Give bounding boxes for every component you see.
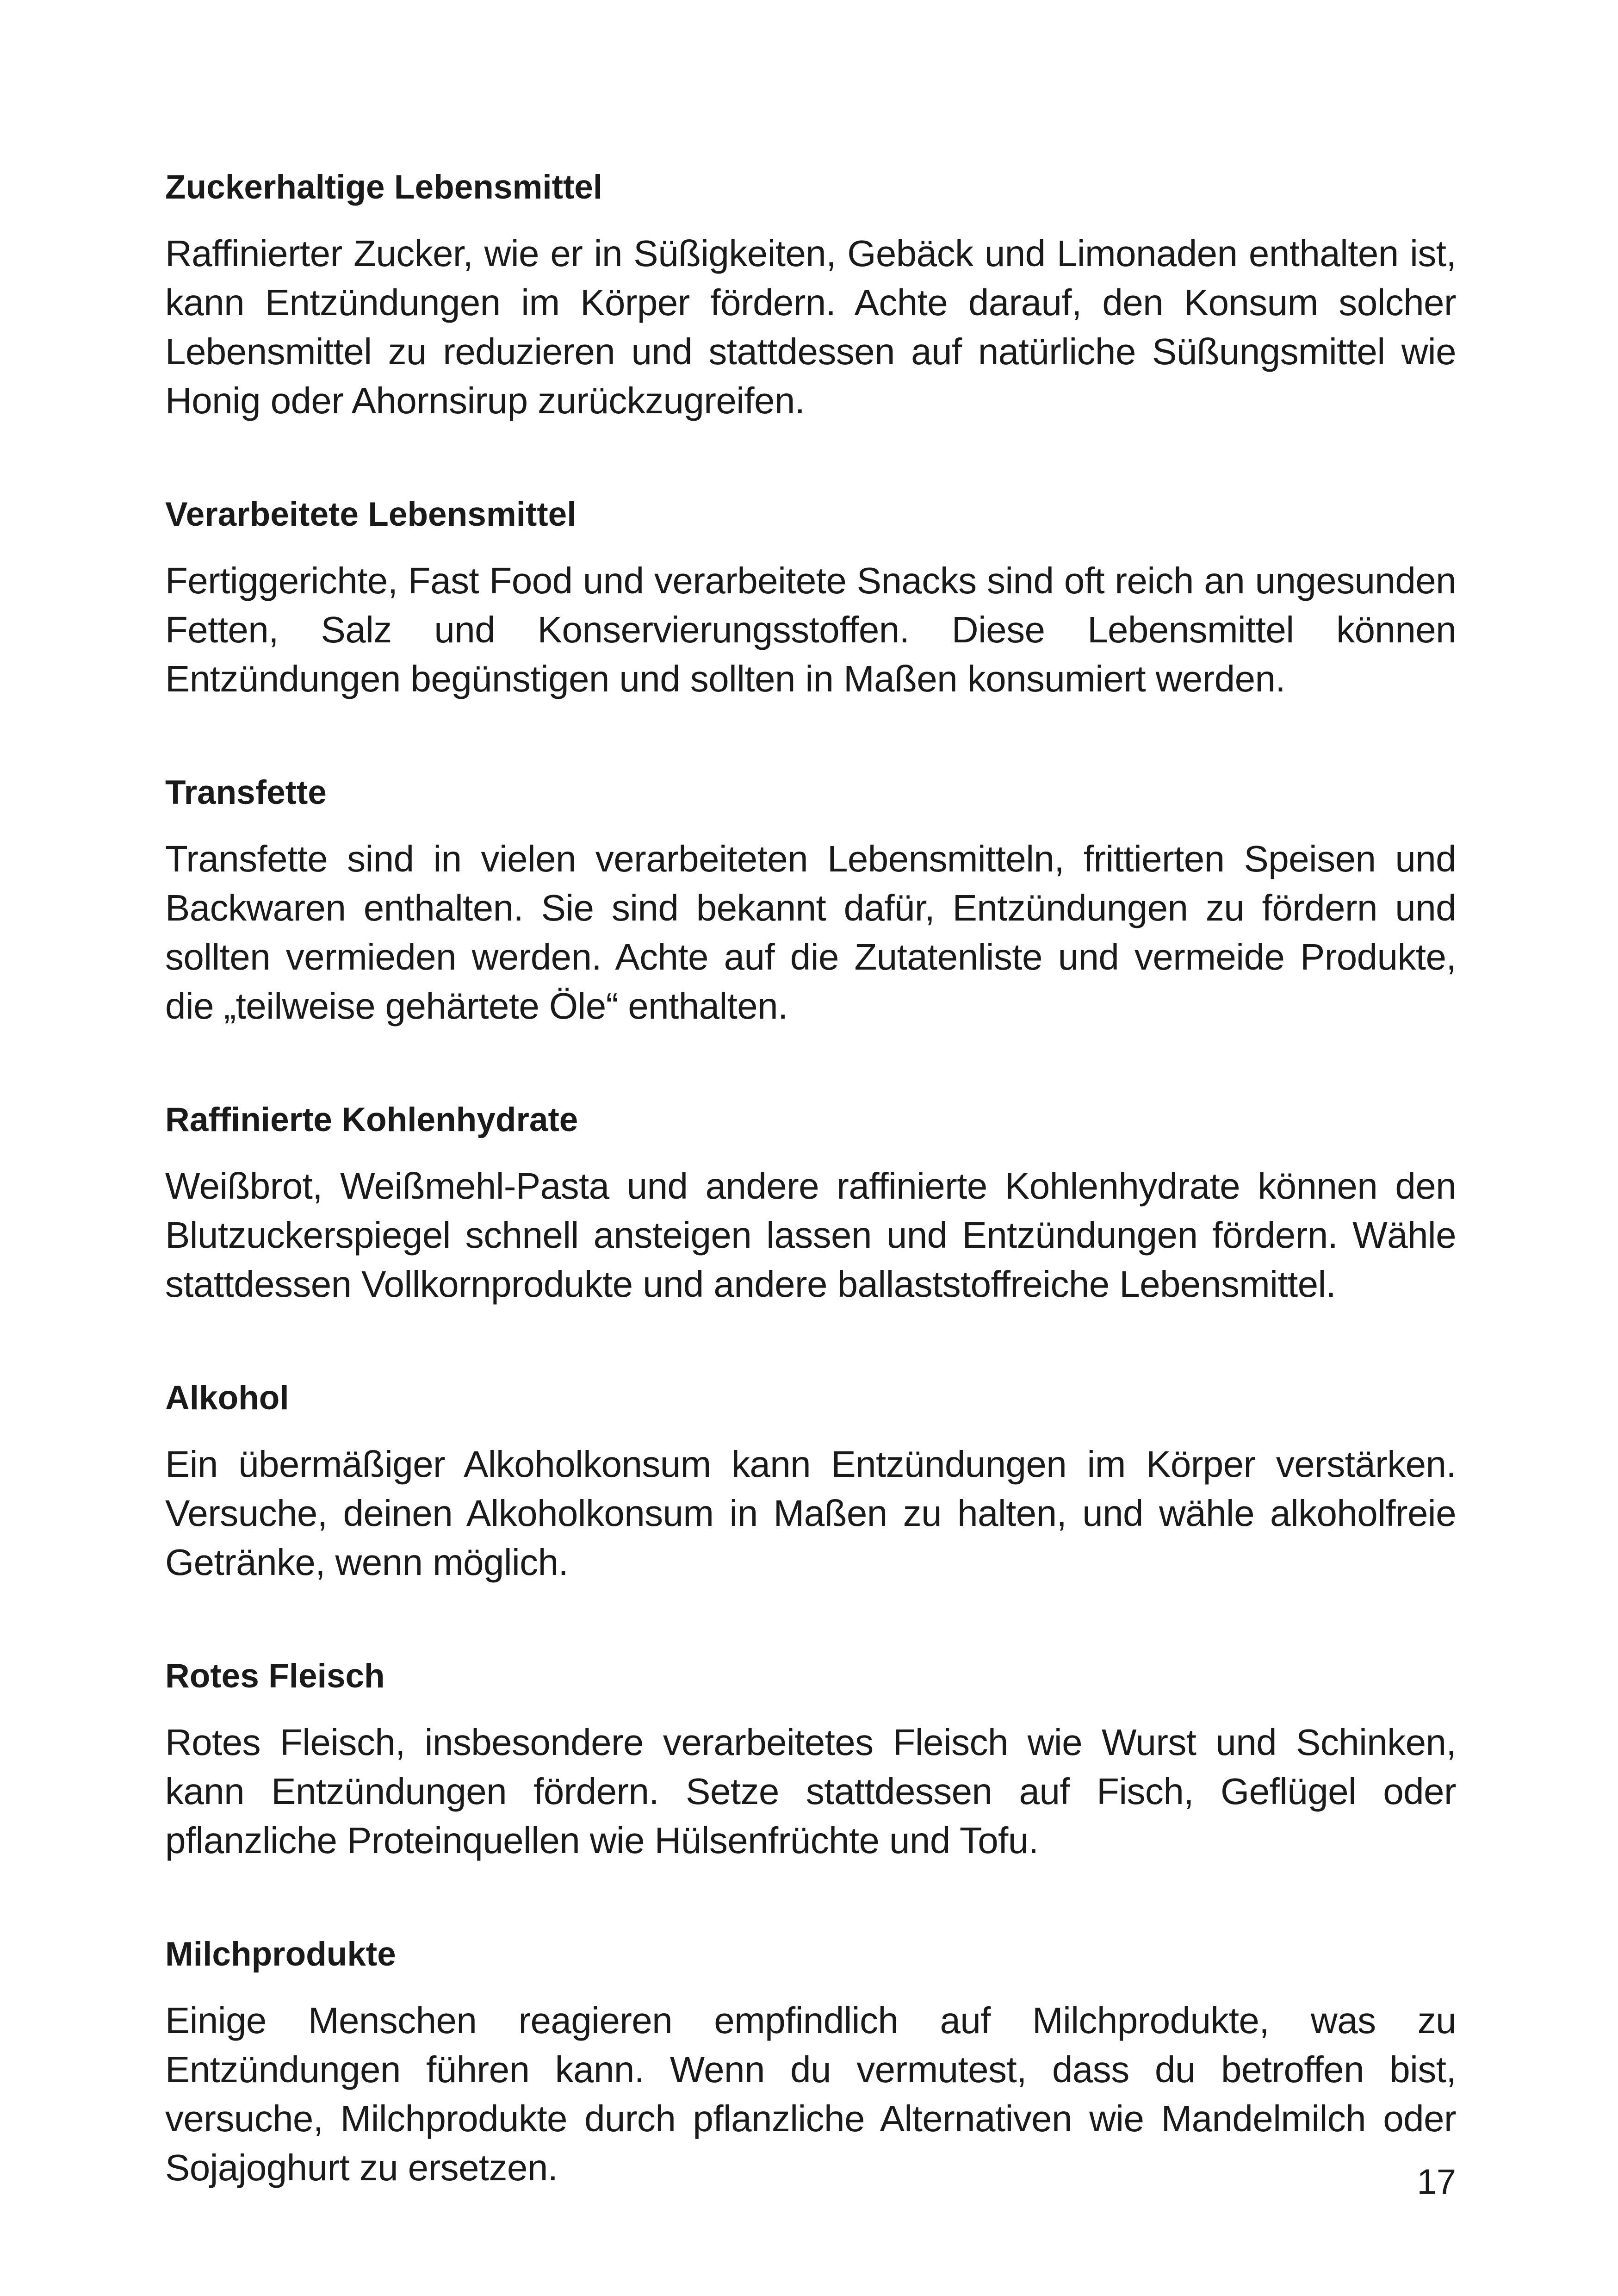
section-trans-fats bbox=[165, 770, 1456, 1031]
section-heading: Milchprodukte bbox=[165, 1935, 396, 1973]
section-paragraph: Raffinierter Zucker, wie er in Süßigkeiten, Gebäck und Limonaden enthalten ist, kann Entzündungen im Körper fördern. Achte darauf, den Konsum solcher Lebensmittel zu reduzieren und stattdessen auf natürliche Süßungsmittel wie Honig oder Ahornsirup zurückzugreifen. bbox=[165, 233, 1456, 421]
section-paragraph: Fertiggerichte, Fast Food und verarbeitete Snacks sind oft reich an ungesunden Fetten, Salz und Konservierungsstoffen. Diese Lebensmittel können Entzündungen begünstigen und sollten in Maßen konsumiert werden. bbox=[165, 560, 1456, 699]
section-paragraph: Einige Menschen reagieren empfindlich auf Milchprodukte, was zu Entzündungen führen kann. Wenn du vermutest, dass du betroffen bist, versuche, Milchprodukte durch pflanzliche Alternativen wie Mandelmilch oder Sojajoghurt zu ersetzen. bbox=[165, 2000, 1456, 2188]
section-paragraph: Rotes Fleisch, insbesondere verarbeitetes Fleisch wie Wurst und Schinken, kann Entzündungen fördern. Setze stattdessen auf Fisch, Geflügel oder pflanzliche Proteinquellen wie Hülsenfrüchte und Tofu. bbox=[165, 1722, 1456, 1861]
section-sugary-foods bbox=[165, 164, 1456, 425]
page-body bbox=[165, 164, 1456, 2259]
section-heading: Zuckerhaltige Lebensmittel bbox=[165, 168, 603, 206]
section-refined-carbs bbox=[165, 1097, 1456, 1309]
section-heading: Verarbeitete Lebensmittel bbox=[165, 496, 577, 533]
section-heading: Rotes Fleisch bbox=[165, 1657, 385, 1695]
page-number: 17 bbox=[1417, 2162, 1456, 2202]
section-heading: Alkohol bbox=[165, 1379, 289, 1417]
section-paragraph: Ein übermäßiger Alkoholkonsum kann Entzündungen im Körper verstärken. Versuche, deinen Alkoholkonsum in Maßen zu halten, und wähle alkoholfreie Getränke, wenn möglich. bbox=[165, 1444, 1456, 1583]
section-processed-foods bbox=[165, 492, 1456, 703]
section-dairy bbox=[165, 1931, 1456, 2192]
section-heading: Raffinierte Kohlenhydrate bbox=[165, 1101, 578, 1139]
section-paragraph: Weißbrot, Weißmehl-Pasta und andere raffinierte Kohlenhydrate können den Blutzuckerspiegel schnell ansteigen lassen und Entzündungen fördern. Wähle stattdessen Vollkornprodukte und andere ballaststoffreiche Lebensmittel. bbox=[165, 1165, 1456, 1305]
section-alcohol bbox=[165, 1375, 1456, 1587]
section-red-meat bbox=[165, 1653, 1456, 1865]
section-paragraph: Transfette sind in vielen verarbeiteten Lebensmitteln, frittierten Speisen und Backwaren enthalten. Sie sind bekannt dafür, Entzündungen zu fördern und sollten vermieden werden. Achte auf die Zutatenliste und vermeide Produkte, die „teilweise gehärtete Öle“ enthalten. bbox=[165, 838, 1456, 1027]
section-heading: Transfette bbox=[165, 774, 327, 811]
